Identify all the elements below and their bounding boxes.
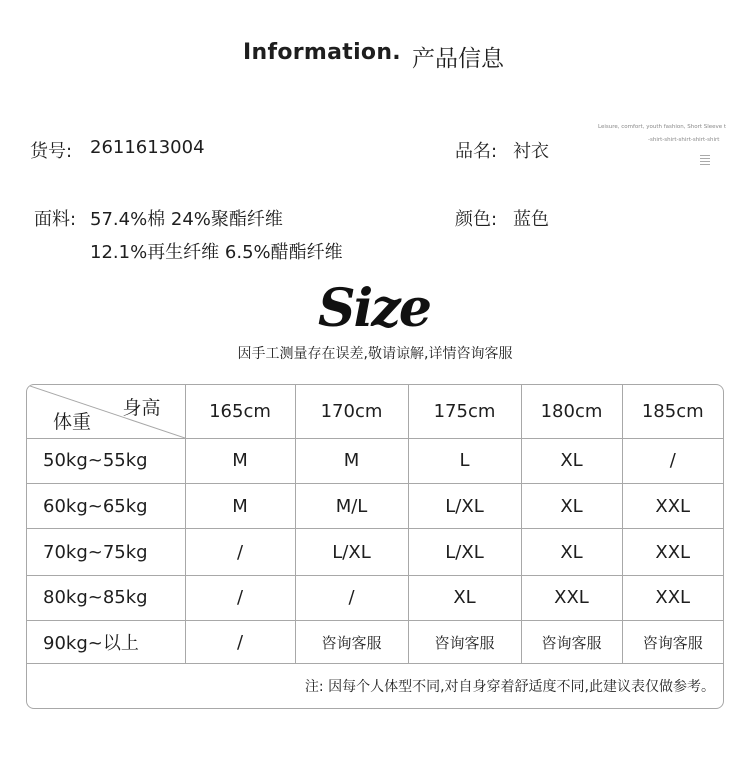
table-header-row	[27, 385, 723, 438]
product-name-label: 品名:	[455, 141, 498, 162]
fabric-line1: 57.4%棉 24%聚酯纤维	[90, 209, 283, 230]
size-cell: XL	[521, 529, 622, 575]
size-cell: /	[185, 575, 295, 620]
weight-cell: 60kg~65kg	[27, 484, 185, 529]
size-cell: L/XL	[295, 529, 408, 575]
table-corner-cell	[27, 385, 185, 438]
table-row	[27, 484, 723, 529]
color-label: 颜色:	[455, 209, 498, 230]
product-name-value: 衬衣	[513, 141, 549, 162]
size-cell: /	[185, 529, 295, 575]
size-cell: M/L	[295, 484, 408, 529]
corner-height-label: 身高	[122, 397, 161, 419]
size-cell: M	[185, 438, 295, 483]
table-row	[27, 529, 723, 575]
size-table	[26, 384, 724, 709]
size-cell: XXL	[622, 484, 723, 529]
size-cell: XL	[521, 484, 622, 529]
heading-english: Information.	[243, 40, 401, 65]
size-cell: 咨询客服	[521, 620, 622, 663]
corner-weight-label: 体重	[53, 411, 92, 433]
size-cell: XXL	[521, 575, 622, 620]
size-cell: /	[295, 575, 408, 620]
size-cell: XXL	[622, 529, 723, 575]
decor-text-line1: Leisure, comfort, youth fashion, Short Sleeve t	[598, 124, 727, 130]
weight-cell: 80kg~85kg	[27, 575, 185, 620]
height-header-cell: 175cm	[408, 385, 521, 438]
size-cell: 咨询客服	[295, 620, 408, 663]
table-row	[27, 438, 723, 483]
color-value: 蓝色	[513, 209, 549, 230]
table-footnote: 注: 因每个人体型不同,对自身穿着舒适度不同,此建议表仅做参考。	[27, 664, 723, 708]
size-cell: XL	[408, 575, 521, 620]
size-cell: XL	[521, 438, 622, 483]
size-cell: L/XL	[408, 484, 521, 529]
item-number-value: 2611613004	[90, 137, 205, 158]
heading-chinese: 产品信息	[412, 46, 504, 72]
fabric-label: 面料:	[34, 209, 77, 230]
size-cell: XXL	[622, 575, 723, 620]
size-cell: L/XL	[408, 529, 521, 575]
weight-cell: 70kg~75kg	[27, 529, 185, 575]
height-header-cell: 185cm	[622, 385, 723, 438]
weight-cell: 90kg~以上	[27, 620, 185, 663]
size-cell: 咨询客服	[622, 620, 723, 663]
size-cell: M	[185, 484, 295, 529]
table-row	[27, 575, 723, 620]
size-note: 因手工测量存在误差,敬请谅解,详情咨询客服	[237, 346, 513, 362]
table-row	[27, 620, 723, 663]
height-header-cell: 180cm	[521, 385, 622, 438]
height-header-cell: 170cm	[295, 385, 408, 438]
height-header-cell: 165cm	[185, 385, 295, 438]
decor-text-line2: -shirt-shirt-shirt-shirt-shirt	[648, 137, 720, 143]
size-cell: 咨询客服	[408, 620, 521, 663]
list-icon	[700, 155, 710, 167]
table-footnote-row	[27, 664, 723, 708]
size-cell: L	[408, 438, 521, 483]
size-cell: /	[185, 620, 295, 663]
fabric-line2: 12.1%再生纤维 6.5%醋酯纤维	[90, 242, 343, 263]
weight-cell: 50kg~55kg	[27, 438, 185, 483]
size-cell: M	[295, 438, 408, 483]
size-logo: Size	[318, 278, 430, 339]
diagonal-divider	[27, 385, 185, 438]
size-cell: /	[622, 438, 723, 483]
item-number-label: 货号:	[30, 141, 73, 162]
